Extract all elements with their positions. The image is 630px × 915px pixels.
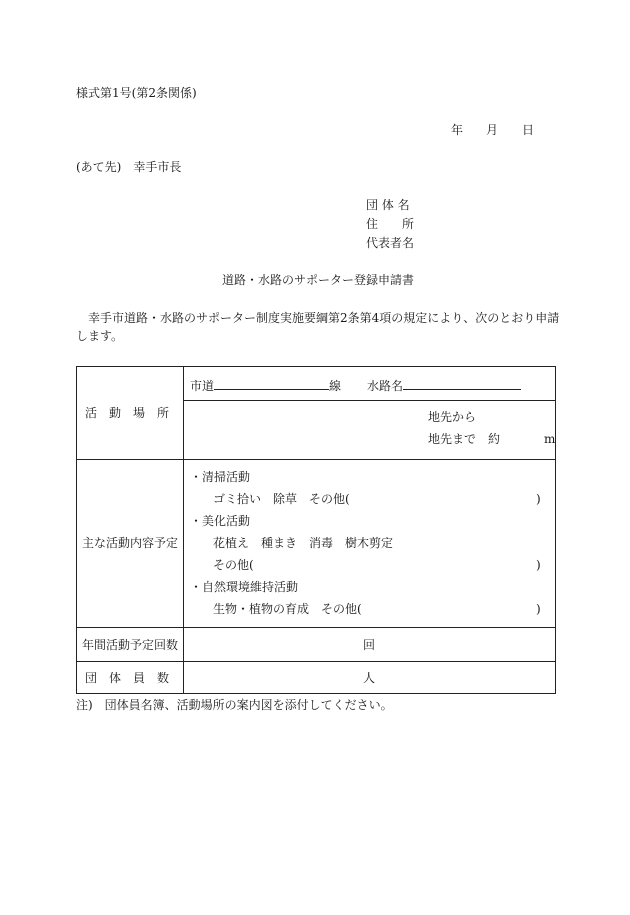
environment-items: 生物・植物の育成 その他( xyxy=(213,602,362,616)
activity-header: 主な活動内容予定 xyxy=(82,536,179,550)
annual-header: 年間活動予定回数 xyxy=(82,638,179,652)
date-day: 日 xyxy=(522,123,535,137)
row-divider-activities xyxy=(77,627,555,628)
intro-text-line2: します。 xyxy=(76,329,124,343)
column-divider xyxy=(183,367,184,693)
line-label: 線 xyxy=(329,379,342,393)
city-road-blank[interactable] xyxy=(214,376,329,390)
org-name-label: 団 体 名 xyxy=(366,198,410,212)
cleaning-close-paren: ) xyxy=(536,492,541,506)
beautification-heading: ・美化活動 xyxy=(190,514,251,528)
environment-heading: ・自然環境維持活動 xyxy=(190,580,299,594)
cleaning-items: ゴミ拾い 除草 その他( xyxy=(213,492,350,506)
annual-unit: 回 xyxy=(363,638,376,652)
city-road-field[interactable] xyxy=(190,376,341,394)
row-divider-location xyxy=(77,459,555,460)
beautification-other: その他( xyxy=(213,558,254,572)
members-unit: 人 xyxy=(363,671,376,685)
intro-text-line1: 幸手市道路・水路のサポーター制度実施要綱第2条第4項の規定により、次のとおり申請 xyxy=(88,311,560,325)
date-month: 月 xyxy=(486,123,499,137)
attachment-note: 注) 団体員名簿、活動場所の案内図を添付してください。 xyxy=(76,698,393,712)
cleaning-heading: ・清掃活動 xyxy=(190,470,251,484)
beautification-close-paren: ) xyxy=(536,558,541,572)
waterway-label: 水路名 xyxy=(367,379,404,393)
environment-close-paren: ) xyxy=(536,602,541,616)
address-label: 住 所 xyxy=(366,217,415,231)
representative-label: 代表者名 xyxy=(366,236,415,250)
location-header: 活 動 場 所 xyxy=(85,406,170,420)
addressee: (あて先) 幸手市長 xyxy=(76,160,182,174)
document-title: 道路・水路のサポーター登録申請書 xyxy=(222,273,415,287)
location-inner-divider xyxy=(183,400,555,401)
application-table xyxy=(76,366,556,694)
meter-unit: m xyxy=(544,432,556,446)
from-point-label: 地先から xyxy=(428,410,477,424)
members-header: 団 体 員 数 xyxy=(85,671,170,685)
form-number: 様式第1号(第2条関係) xyxy=(76,86,197,100)
to-point-label: 地先まで 約 xyxy=(428,432,501,446)
date-year: 年 xyxy=(451,123,464,137)
row-divider-annual xyxy=(77,661,555,662)
city-road-label: 市道 xyxy=(190,379,215,393)
waterway-field[interactable] xyxy=(367,376,521,394)
waterway-blank[interactable] xyxy=(403,376,521,390)
beautification-items: 花植え 種まき 消毒 樹木剪定 xyxy=(213,536,394,550)
